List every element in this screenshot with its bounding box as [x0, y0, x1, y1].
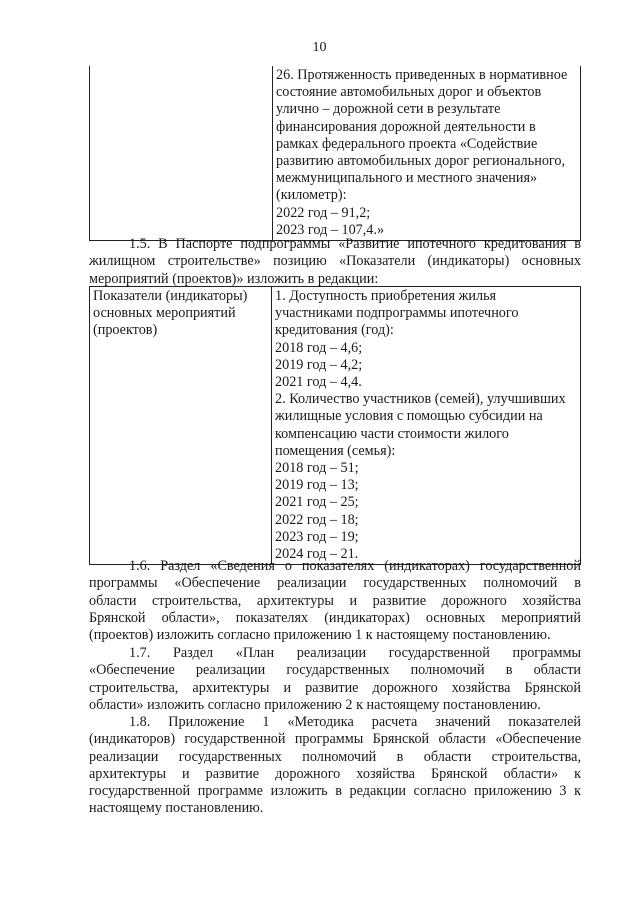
table2-line: 2021 год – 4,4. [275, 374, 362, 391]
paragraph-line: 1.7. Раздел «План реализации государственной программы [129, 645, 581, 661]
table1-line: (километр): [276, 187, 347, 204]
table2-left-line: основных мероприятий [93, 305, 236, 322]
table2-line: 2. Количество участников (семей), улучшивших [275, 391, 566, 408]
table1-line: 2023 год – 107,4.» [276, 221, 385, 238]
table2-line: 2023 год – 19; [275, 528, 359, 545]
paragraph-line: 1.6. Раздел «Сведения о показателях (индикаторах) государственной [129, 558, 581, 574]
table1-line: 26. Протяженность приведенных в нормативное [276, 67, 568, 83]
continued-indicators-table [89, 66, 581, 241]
paragraph-1-8 [89, 714, 581, 818]
paragraph-1-5 [89, 236, 581, 288]
table2-line: 2024 год – 21. [275, 546, 359, 563]
table2-right-cell [272, 287, 581, 565]
table2-line: 2018 год – 4,6; [275, 339, 363, 356]
table1-line: улично – дорожной сети в результате [276, 101, 501, 118]
paragraph-line: строительства, архитектуры и развитие дорожного хозяйства Брянской [89, 679, 581, 696]
table1-line: 2022 год – 91,2; [276, 204, 371, 221]
page-number: 10 [312, 40, 327, 55]
table1-line: развитию автомобильных дорог регионального, [276, 153, 566, 170]
paragraph-line: «Обеспечение реализации государственных полномочий в области [89, 662, 581, 679]
table2-line: участниками подпрограммы ипотечного [275, 305, 519, 322]
table2-line: помещения (семья): [275, 442, 396, 459]
passport-indicators-table [89, 286, 581, 565]
table2-line: 2019 год – 4,2; [275, 356, 363, 373]
table2-line: 1. Доступность приобретения жилья [275, 288, 497, 304]
table2-line: 2019 год – 13; [275, 477, 359, 494]
table2-line: 2018 год – 51; [275, 460, 359, 477]
paragraph-line: мероприятий (проектов)» изложить в редакции: [89, 270, 379, 287]
paragraph-line: (проектов) изложить согласно приложению 1 к настоящему постановлению. [89, 627, 551, 644]
table2-line: 2022 год – 18; [275, 511, 359, 528]
table2-line: 2021 год – 25; [275, 494, 359, 511]
paragraph-line: Брянской области», показателях (индикаторах) основных мероприятий [89, 609, 581, 626]
paragraph-line: 1.8. Приложение 1 «Методика расчета значений показателей [129, 714, 581, 730]
table2-left-line: Показатели (индикаторы) [93, 288, 248, 304]
paragraph-line: (индикаторов) государственной программы Брянской области «Обеспечение [89, 731, 581, 748]
table2-line: компенсацию части стоимости жилого [275, 425, 509, 442]
paragraph-line: программы «Обеспечение реализации государственных полномочий в [89, 575, 581, 592]
table1-right-cell [273, 66, 581, 241]
table2-left-line: (проектов) [93, 322, 158, 339]
table1-line: межмуниципального и местного значения» [276, 170, 538, 187]
table1-line: состояние автомобильных дорог и объектов [276, 84, 542, 101]
table2-line: кредитования (год): [275, 322, 394, 339]
paragraph-line: настоящему постановлению. [89, 800, 264, 817]
table2-left-cell [90, 287, 272, 565]
paragraph-1-7 [89, 645, 581, 714]
table1-line: финансирования дорожной деятельности в [276, 118, 536, 135]
paragraph-line: жилищном строительстве» позицию «Показатели (индикаторы) основных [89, 253, 581, 270]
paragraph-line: области» изложить согласно приложению 2 к настоящему постановлению. [89, 696, 541, 713]
table2-line: жилищные условия с помощью субсидии на [275, 408, 543, 425]
table1-left-cell [90, 66, 273, 241]
paragraph-line: государственной программе изложить в редакции согласно приложению 3 к [89, 783, 581, 800]
paragraph-line: архитектуры и развитие дорожного хозяйства Брянской области» к [89, 765, 581, 782]
paragraph-line: 1.5. В Паспорте подпрограммы «Развитие ипотечного кредитования в [129, 236, 581, 252]
paragraph-1-6 [89, 558, 581, 644]
paragraph-line: реализации государственных полномочий в области строительства, [89, 748, 581, 765]
table1-line: рамках федерального проекта «Содействие [276, 135, 538, 152]
paragraph-line: области строительства, архитектуры и развитие дорожного хозяйства [89, 592, 581, 609]
